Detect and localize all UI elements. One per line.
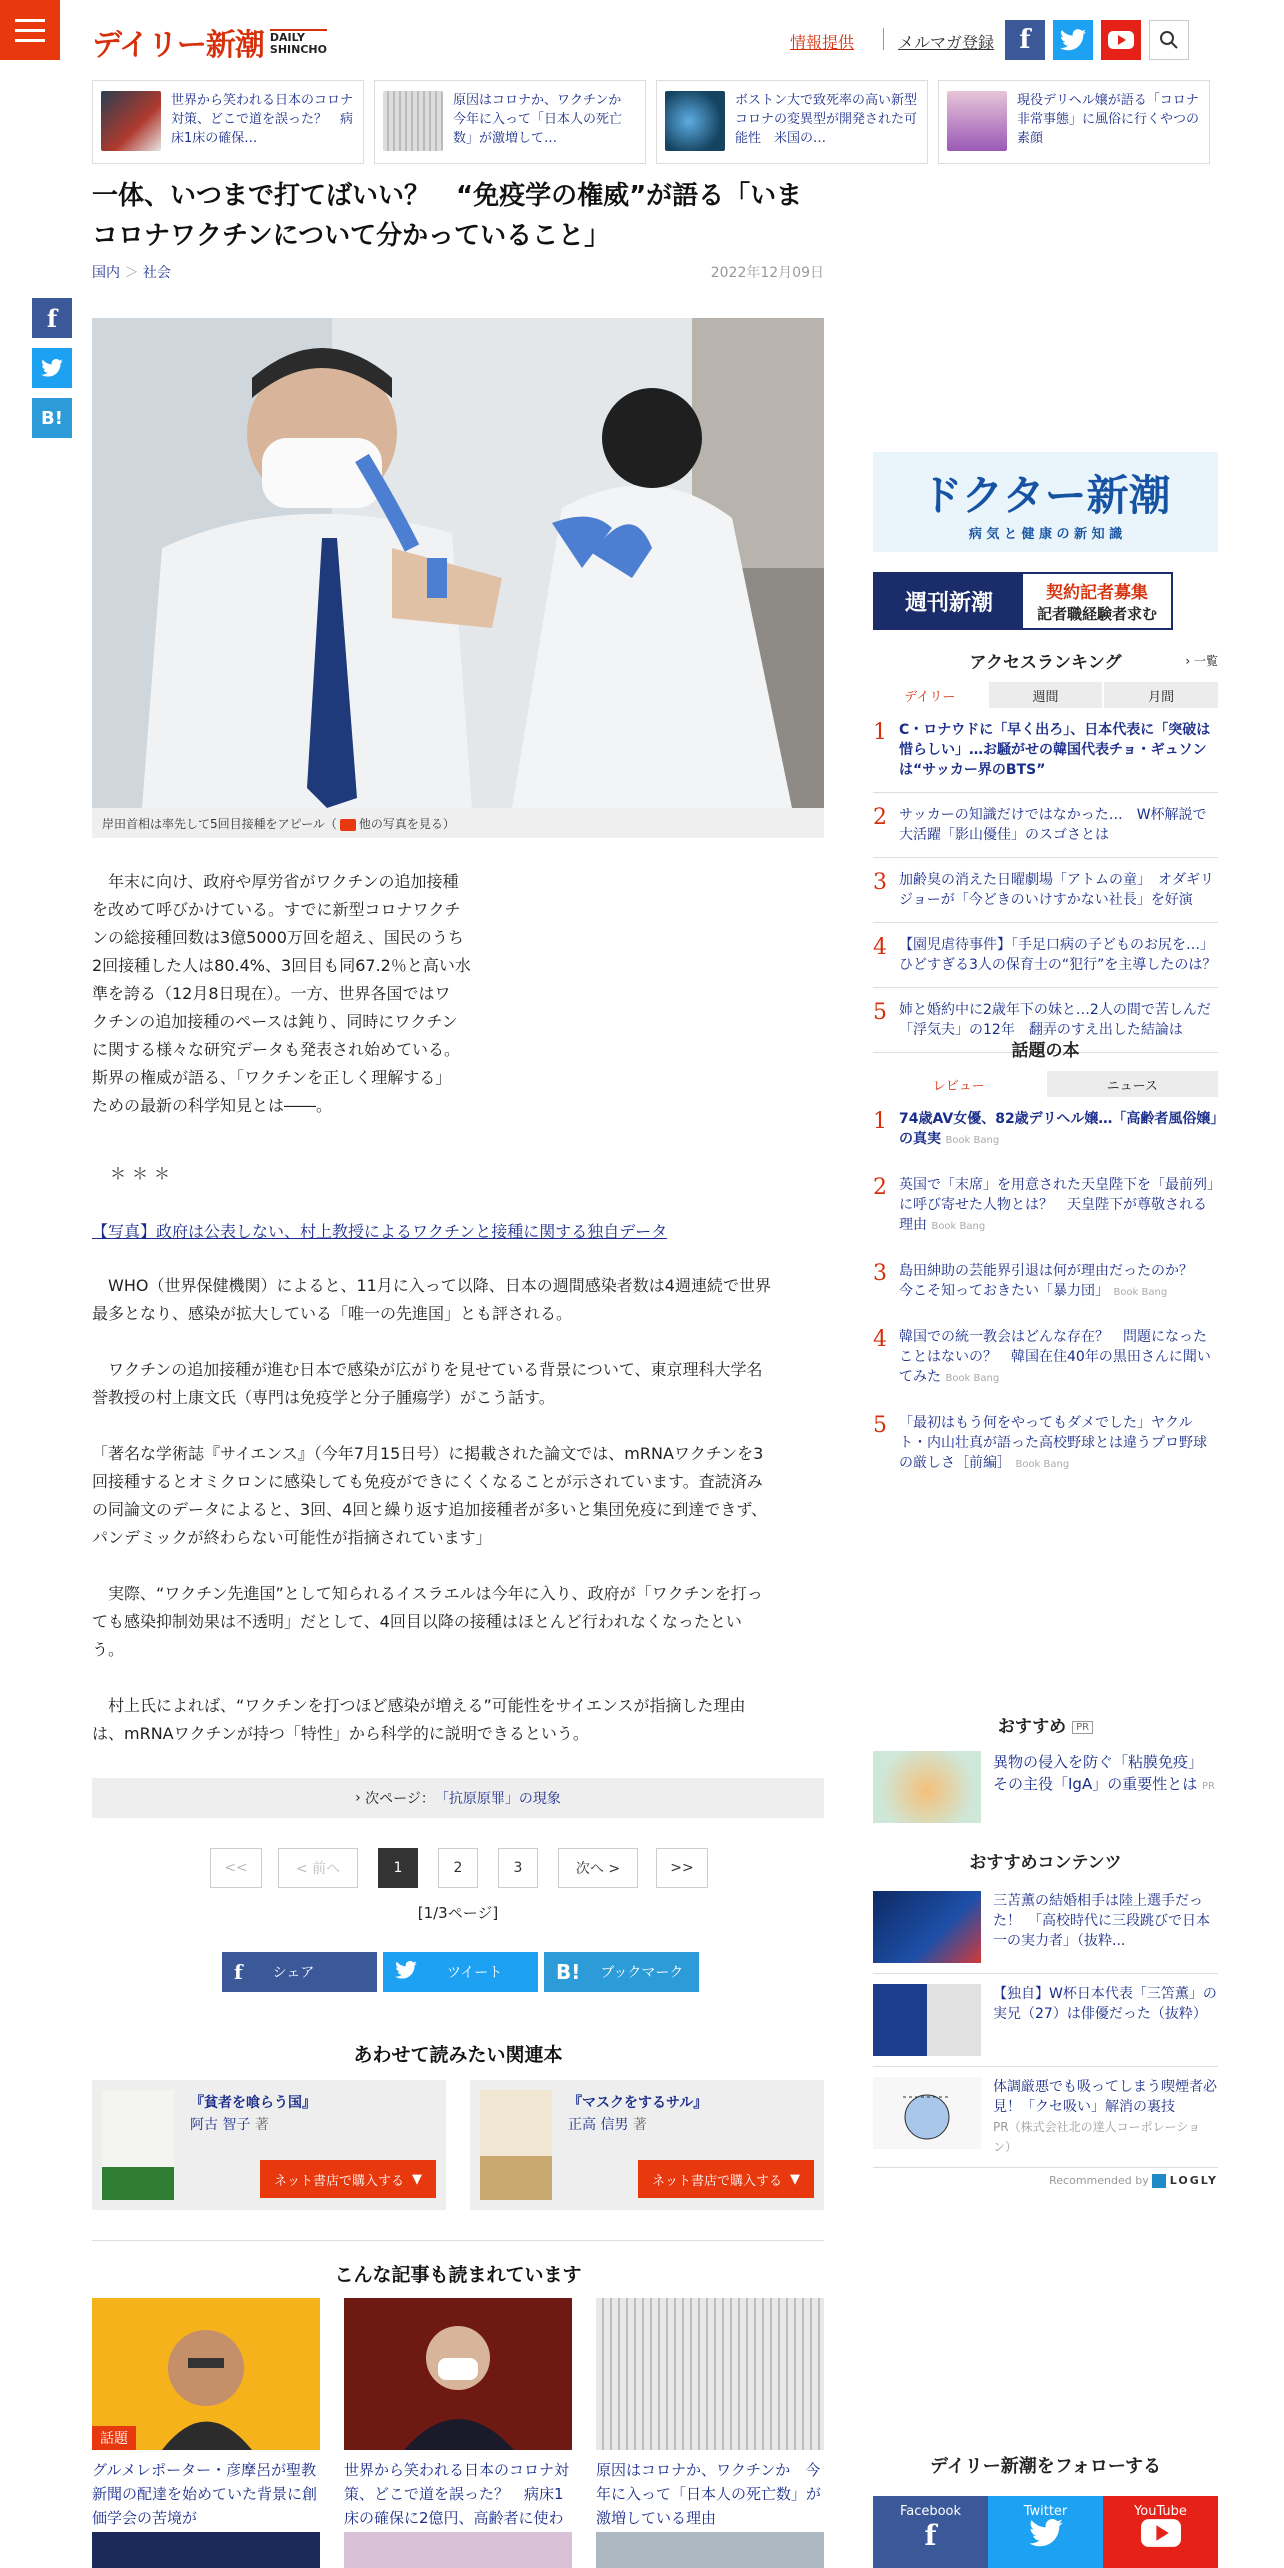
ranking-item[interactable]: 2 サッカーの知識だけではなかった… W杯解説で大活躍「影山優佳」のスゴさとは bbox=[873, 793, 1218, 858]
article-title: 一体、いつまで打てばいい？ “免疫学の権威”が語る「いまコロナワクチンについて分かっていること」 bbox=[92, 181, 803, 251]
book-author: 正高 信男 著 bbox=[568, 2117, 647, 2133]
recommended-by: Recommended by LOGLY bbox=[1049, 2174, 1218, 2187]
dropdown-arrow-icon: ▼ bbox=[790, 2171, 800, 2187]
article-card[interactable] bbox=[92, 2298, 320, 2530]
article-paragraph: ワクチンの追加接種が進む日本で感染が広がりを見せている背景について、東京理科大学名 誉教授の村上康文氏（専門は免疫学と分子腫瘍学）がこう話す。 bbox=[92, 1360, 763, 1407]
tab-news[interactable]: ニュース bbox=[1047, 1071, 1219, 1097]
article-paragraph: 実際、“ワクチン先進国”として知られるイスラエルは今年に入り、政府が「ワクチンを打っ ても感染抑制効果は不透明」だとして、4回目以降の接種はほとんど行われなくなったとい う。 bbox=[92, 1584, 763, 1659]
twitter-share-icon[interactable] bbox=[32, 348, 72, 388]
ranking-list-link[interactable]: › 一覧 bbox=[1185, 654, 1218, 668]
book-item[interactable]: 5 「最初はもう何をやってもダメでした」ヤクルト・内山壮真が語った高校野球とは違うプロ野球の厳しさ［前編］ Book Bang bbox=[873, 1413, 1207, 1471]
article-card-title: 原因はコロナか、ワクチンか 今年に入って「日本人の死亡数」が激増している理由 bbox=[596, 2461, 822, 2527]
next-page-link[interactable]: 「抗原原罪」の現象 bbox=[434, 1791, 561, 1807]
divider bbox=[92, 2240, 824, 2241]
buy-online-button[interactable]: ネット書店で購入する ▼ bbox=[260, 2160, 436, 2198]
recommend-item[interactable]: 異物の侵入を防ぐ「粘膜免疫」 その主役「IgA」の重要性とは PR bbox=[873, 1741, 1218, 1833]
facebook-icon: f bbox=[924, 2519, 937, 2552]
next-page-button[interactable]: 次へ > bbox=[558, 1848, 638, 1888]
book-item[interactable]: 2 英国で「末席」を用意された天皇陛下を「最前列」に呼び寄せた人物とは？ 天皇陛下が尊敬される理由 Book Bang bbox=[873, 1175, 1214, 1233]
teaser-card[interactable] bbox=[92, 80, 364, 164]
article-paragraph: 村上氏によれば、“ワクチンを打つほど感染が増える”可能性をサイエンスが指摘した理由 は、mRNAワクチンが持つ「特性」から科学的に説明できるという。 bbox=[92, 1696, 746, 1743]
article-card-image[interactable] bbox=[344, 2532, 572, 2568]
article-paragraph: 「著名な学術誌『サイエンス』（今年7月15日号）に掲載された論文では、mRNAワクチンを3 回接種するとオミクロンに感染しても免疫ができにくくなることが示されています。査読済み の同論文のデータによると、3回、4回と繰り返す追加接種者が多いと集団免疫に到達できず、 パンデミックが終わらない可能性が指摘されています」 bbox=[92, 1444, 768, 1547]
book-item[interactable]: 3 島田紳助の芸能界引退は何が理由だったのか？ 今こそ知っておきたい「暴力団」 Book Bang bbox=[873, 1261, 1207, 1299]
page-1-button[interactable]: 1 bbox=[378, 1848, 418, 1888]
breadcrumb-domestic[interactable]: 国内 bbox=[92, 265, 120, 281]
hatena-bookmark-button[interactable]: B! ブックマーク bbox=[544, 1952, 699, 1992]
ranking-item[interactable]: 3 加齢臭の消えた日曜劇場「アトムの童」 オダギリジョーが「今どきのいけすかない社長」を好演 bbox=[873, 858, 1218, 923]
breadcrumb-society[interactable]: 社会 bbox=[142, 265, 171, 281]
article-card-image bbox=[596, 2298, 824, 2450]
article-card-title: 世界から笑われる日本のコロナ対策、どこで道を誤った？ 病床1床の確保に2億円、高齢者に使わ bbox=[344, 2461, 570, 2527]
related-book-card[interactable] bbox=[470, 2080, 824, 2210]
teaser-text: 現役デリヘル嬢が語る「コロナ非常事態」に風俗に行くやつの素顔 bbox=[1017, 93, 1200, 146]
search-icon[interactable] bbox=[1149, 20, 1189, 60]
recommended-content bbox=[873, 1848, 1218, 2188]
ranking-heading: アクセスランキング bbox=[969, 653, 1122, 673]
follow-twitter-button[interactable]: Twitter bbox=[988, 2496, 1103, 2568]
access-ranking bbox=[873, 648, 1218, 1053]
divider bbox=[883, 28, 884, 50]
twitter-icon bbox=[1029, 2519, 1063, 2547]
ranking-item[interactable]: 4 【園児虐待事件】「手足口病の子どものお尻を…」ひどすぎる3人の保育士の“犯行”を主導したのは？ bbox=[873, 923, 1218, 988]
hatena-icon: B! bbox=[556, 1960, 581, 1984]
doctor-shincho-banner[interactable] bbox=[873, 452, 1218, 552]
teaser-card[interactable] bbox=[656, 80, 928, 164]
twitter-icon[interactable] bbox=[1053, 20, 1093, 60]
logly-icon bbox=[1152, 2174, 1166, 2188]
book-cover bbox=[102, 2090, 174, 2200]
article-lead: 年末に向け、政府や厚労省がワクチンの追加接種 を改めて呼びかけている。すでに新型コロナワクチ ンの総接種回数は3億5000万回を超え、国民のうち 2回接種した人は80.4%、3回目も同67.2％と高い水 準を誇る（12月8日現在）。一方、世界各国ではワ クチンの追加接種のペースは鈍り、同時にワクチン に関する様々な研究データも発表され始めている。 斯界の権威が語る、「ワクチンを正しく理解する」 ための最新の科学知見とは――。 bbox=[92, 872, 471, 1115]
tab-monthly[interactable]: 月間 bbox=[1104, 682, 1218, 708]
recruit-banner[interactable]: 週刊新潮 契約記者募集 記者職経験者求む bbox=[873, 572, 1173, 630]
section-divider-stars: ＊＊＊ bbox=[110, 1164, 177, 1183]
facebook-icon[interactable]: f bbox=[1005, 20, 1045, 60]
also-read-heading: こんな記事も読まれています bbox=[334, 2264, 582, 2286]
page-3-button[interactable]: 3 bbox=[498, 1848, 538, 1888]
banner-subtitle: 病 気 と 健 康 の 新 知 識 bbox=[968, 526, 1123, 542]
youtube-icon[interactable] bbox=[1101, 20, 1141, 60]
publish-date: 2022年12月09日 bbox=[710, 265, 824, 281]
recommended-image bbox=[873, 1984, 981, 2056]
pr-badge: PR bbox=[1072, 1721, 1093, 1734]
facebook-share-button[interactable]: f シェア bbox=[222, 1952, 377, 1992]
ranking-item[interactable]: 1 C・ロナウドに「早く出ろ」、日本代表に「突破は惜らしい」…お騒がせの韓国代表チョ・ギュソンは“サッカー界のBTS” bbox=[873, 708, 1218, 793]
book-cover bbox=[480, 2090, 552, 2200]
more-photos-link[interactable]: 他の写真を見る） bbox=[358, 817, 455, 831]
page-indicator: [1/3ページ] bbox=[417, 1904, 499, 1922]
breadcrumb: 国内 ＞ 社会 bbox=[92, 265, 171, 281]
tab-review[interactable]: レビュー bbox=[873, 1071, 1045, 1097]
banner-title: ドクター新潮 bbox=[920, 470, 1171, 520]
article-card-image[interactable] bbox=[596, 2532, 824, 2568]
book-item[interactable]: 1 74歳AV女優、82歳デリヘル嬢…「高齢者風俗嬢」の真実 Book Bang bbox=[873, 1109, 1218, 1147]
article-card-title: グルメレポーター・彦摩呂が聖教新聞の配達を始めていた背景に創価学会の苦境が bbox=[92, 2461, 318, 2527]
article-main-photo[interactable] bbox=[92, 318, 824, 808]
photo-caption: 岸田首相は率先して5回目接種をアピール（ 他の写真を見る） bbox=[92, 808, 824, 838]
facebook-share-icon[interactable]: f bbox=[32, 298, 72, 338]
follow-facebook-button[interactable]: Facebook f bbox=[873, 2496, 988, 2568]
site-logo[interactable] bbox=[92, 20, 327, 64]
teaser-image bbox=[947, 91, 1007, 151]
teaser-image bbox=[101, 91, 161, 151]
youtube-icon bbox=[1141, 2519, 1181, 2547]
topic-tag: 話題 bbox=[92, 2426, 136, 2450]
related-book-card[interactable] bbox=[92, 2080, 446, 2210]
buy-online-button[interactable]: ネット書店で購入する ▼ bbox=[638, 2160, 814, 2198]
hamburger-menu-button[interactable] bbox=[0, 0, 60, 60]
recommended-content-heading: おすすめコンテンツ bbox=[969, 1853, 1122, 1873]
hatena-bookmark-icon[interactable]: B! bbox=[32, 398, 72, 438]
article-card[interactable] bbox=[344, 2298, 572, 2554]
recommend-image bbox=[873, 1751, 981, 1823]
book-author: 阿古 智子 著 bbox=[190, 2117, 269, 2133]
logo-english: DAILY SHINCHO bbox=[269, 30, 327, 56]
chevron-right-icon: › bbox=[1185, 654, 1194, 668]
prev-page-button[interactable]: < 前へ bbox=[278, 1848, 358, 1888]
follow-heading-wrap bbox=[873, 2452, 1218, 2478]
tab-weekly[interactable]: 週間 bbox=[989, 682, 1103, 708]
info-submit-link[interactable]: 情報提供 bbox=[790, 33, 855, 52]
recommended-image bbox=[873, 1891, 981, 1963]
recommended-item[interactable]: 体調厳悪でも吸ってしまう喫煙者必見！「クセ吸い」解消の裏技 PR（株式会社北の達人コーポレーション） bbox=[873, 2067, 1218, 2168]
dropdown-arrow-icon: ▼ bbox=[412, 2171, 422, 2187]
tab-daily[interactable]: デイリー bbox=[873, 682, 987, 708]
camera-icon bbox=[340, 819, 356, 831]
recommended-item[interactable]: 三苫薫の結婚相手は陸上選手だった！ 「高校時代に三段跳びで日本一の実力者」（抜粋... bbox=[873, 1881, 1218, 1974]
page-2-button[interactable]: 2 bbox=[438, 1848, 478, 1888]
last-page-button[interactable]: >> bbox=[656, 1848, 708, 1888]
recommended-image bbox=[873, 2077, 981, 2149]
ranking-item[interactable]: 5 姉と婚約中に2歳年下の妹と…2人の間で苦しんだ「浮気夫」の12年 翻弄のすえ出した結論は bbox=[873, 988, 1218, 1053]
next-page-box[interactable]: › 次ページ： 「抗原原罪」の現象 bbox=[92, 1778, 824, 1818]
topic-books bbox=[873, 1036, 1218, 1487]
teaser-text: 原因はコロナか、ワクチンか 今年に入って「日本人の死亡数」が激増して… bbox=[453, 93, 635, 146]
recommend-pr bbox=[873, 1712, 1218, 1833]
book-item[interactable]: 4 韓国での統一教会はどんな存在？ 問題になったことはないの？ 韓国在住40年の黒田さんに聞いてみた Book Bang bbox=[873, 1327, 1211, 1385]
chevron-right-icon: › bbox=[355, 1790, 366, 1806]
recommend-heading: おすすめ PR bbox=[873, 1712, 1218, 1737]
article-card-image bbox=[344, 2298, 572, 2450]
related-books-heading: あわせて読みたい関連本 bbox=[353, 2044, 563, 2066]
photo-data-link[interactable]: 【写真】政府は公表しない、村上教授によるワクチンと接種に関する独自データ bbox=[92, 1222, 668, 1241]
book-title[interactable]: 『貧者を喰らう国』 bbox=[190, 2095, 316, 2111]
teaser-text: ボストン大で致死率の高い新型コロナの変異型が開発された可能性 米国の… bbox=[735, 93, 918, 146]
teaser-image bbox=[383, 91, 443, 151]
newsletter-link[interactable]: メルマガ登録 bbox=[898, 33, 995, 52]
article-card-image bbox=[92, 2298, 320, 2450]
follow-heading: デイリー新潮をフォローする bbox=[930, 2456, 1161, 2477]
teaser-card[interactable] bbox=[374, 80, 646, 164]
twitter-icon bbox=[395, 1960, 417, 1984]
article-card[interactable] bbox=[596, 2298, 824, 2530]
follow-youtube-button[interactable]: YouTube bbox=[1103, 2496, 1218, 2568]
teaser-text: 世界から笑われる日本のコロナ対策、どこで道を誤った？ 病床1床の確保… bbox=[171, 93, 354, 146]
recommended-item[interactable]: 【独自】W杯日本代表「三笘薫」の実兄（27）は俳優だった（抜粋） bbox=[873, 1974, 1218, 2067]
first-page-button[interactable]: << bbox=[210, 1848, 262, 1888]
banner-magazine: 週刊新潮 bbox=[875, 574, 1023, 628]
book-title[interactable]: 『マスクをするサル』 bbox=[568, 2095, 708, 2111]
facebook-icon: f bbox=[234, 1960, 243, 1984]
topic-books-heading: 話題の本 bbox=[1011, 1041, 1080, 1061]
article-card-image[interactable] bbox=[92, 2532, 320, 2568]
tweet-button[interactable]: ツイート bbox=[383, 1952, 538, 1992]
logo-text: デイリー新潮 bbox=[92, 28, 264, 63]
teaser-image bbox=[665, 91, 725, 151]
article-paragraph: WHO（世界保健機関）によると、11月に入って以降、日本の週間感染者数は4週連続で世界 最多となり、感染が拡大している「唯一の先進国」とも評される。 bbox=[92, 1276, 771, 1323]
teaser-card[interactable] bbox=[938, 80, 1210, 164]
